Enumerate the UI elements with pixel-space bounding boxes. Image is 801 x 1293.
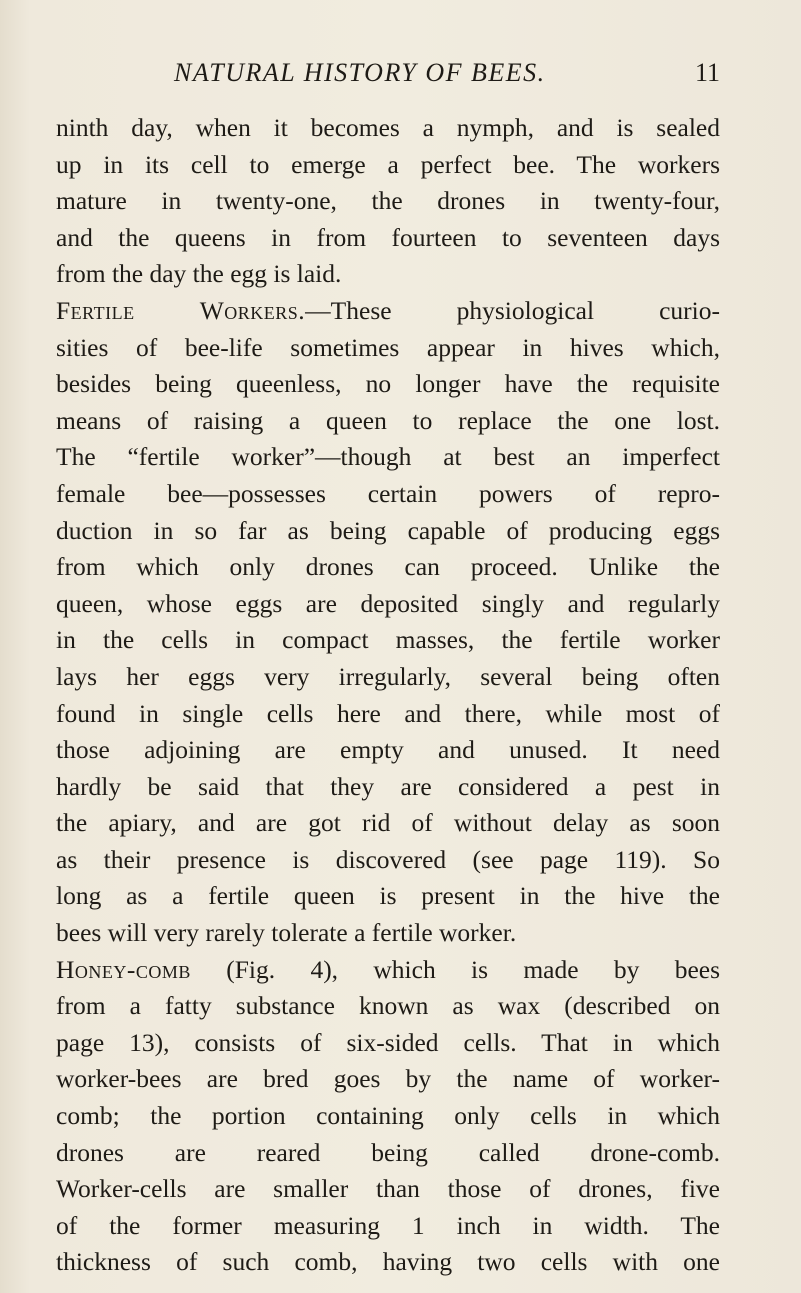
text-line: comb; the portion containing only cells in which bbox=[56, 1101, 720, 1131]
text-line: means of raising a queen to replace the one lost. bbox=[56, 405, 720, 435]
running-title: NATURAL HISTORY OF BEES. bbox=[174, 58, 546, 87]
text-line: worker-bees are bred goes by the name of worker- bbox=[56, 1064, 720, 1094]
text-line: The “fertile worker”—though at best an imperfect bbox=[56, 442, 720, 472]
text-line: thickness of such comb, having two cells with one bbox=[56, 1247, 720, 1277]
running-head bbox=[174, 58, 720, 92]
text-line-rest: (Fig. 4), which is made by bees bbox=[190, 954, 720, 984]
text-line: up in its cell to emerge a perfect bee. The workers bbox=[56, 149, 720, 179]
text-line: page 13), consists of six-sided cells. That in which bbox=[56, 1027, 720, 1057]
text-line: duction in so far as being capable of producing eggs bbox=[56, 515, 720, 545]
text-line: hardly be said that they are considered a pest in bbox=[56, 771, 720, 801]
text-line: in the cells in compact masses, the fertile worker bbox=[56, 625, 720, 655]
text-line: the apiary, and are got rid of without delay as soon bbox=[56, 808, 720, 838]
text-line: female bee—possesses certain powers of repro- bbox=[56, 478, 720, 508]
text-line: lays her eggs very irregularly, several being often bbox=[56, 661, 720, 691]
text-line: from which only drones can proceed. Unlike the bbox=[56, 552, 720, 582]
text-line: bees will very rarely tolerate a fertile worker. bbox=[56, 918, 517, 948]
section-heading-fertile-workers: Fertile Workers. bbox=[56, 295, 306, 325]
text-line-rest: —These physiological curio- bbox=[305, 295, 720, 325]
text-line: Worker-cells are smaller than those of drones, five bbox=[56, 1174, 720, 1204]
page-number: 11 bbox=[694, 58, 720, 87]
text-line: from the day the egg is laid. bbox=[56, 259, 342, 289]
section-heading-honey-comb: Honey-comb bbox=[56, 954, 191, 984]
text-line: ninth day, when it becomes a nymph, and is sealed bbox=[56, 113, 720, 142]
text-line: of the former measuring 1 inch in width. The bbox=[56, 1210, 720, 1240]
text-line: sities of bee-life sometimes appear in hives which, bbox=[56, 332, 720, 362]
text-line: queen, whose eggs are deposited singly and regularly bbox=[56, 588, 720, 618]
text-line: from a fatty substance known as wax (described on bbox=[56, 991, 720, 1021]
body-text bbox=[56, 110, 720, 1281]
paragraph-opening-line bbox=[56, 952, 720, 989]
text-line: those adjoining are empty and unused. It need bbox=[56, 735, 720, 765]
paragraph-opening-line bbox=[56, 293, 720, 330]
text-line: as their presence is discovered (see page 119). So bbox=[56, 844, 720, 874]
text-line: mature in twenty-one, the drones in twenty-four, bbox=[56, 186, 720, 216]
text-line: drones are reared being called drone-comb. bbox=[56, 1137, 720, 1167]
text-line: long as a fertile queen is present in the hive the bbox=[56, 881, 720, 911]
text-line: found in single cells here and there, while most of bbox=[56, 698, 720, 728]
text-line: and the queens in from fourteen to seventeen days bbox=[56, 222, 720, 252]
text-line: besides being queenless, no longer have the requisite bbox=[56, 369, 720, 399]
